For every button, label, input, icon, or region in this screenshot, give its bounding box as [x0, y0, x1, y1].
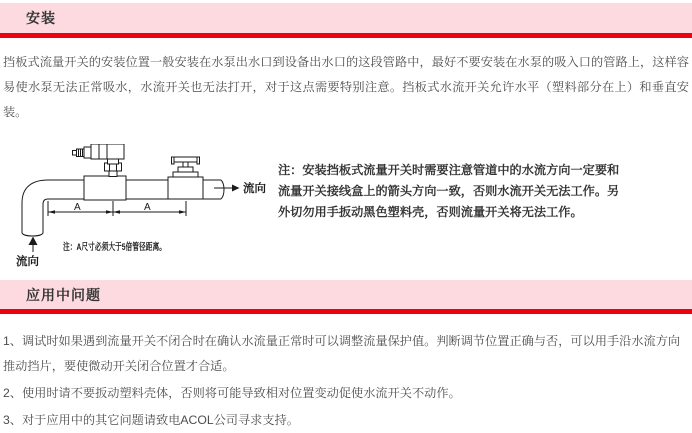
issue-item-1: 1、调试时如果遇到流量开关不闭合时在确认水流量正常时可以调整流量保护值。判断调节位置正确与否，可以用手沿水流方向推动挡片，要使微动开关闭合位置才合适。	[3, 334, 681, 373]
manual-page	[0, 3, 692, 430]
flow-arrow-right	[214, 185, 240, 192]
red-accent-bar-bottom	[0, 309, 692, 314]
valve-handle	[172, 157, 199, 162]
issues-list	[0, 329, 692, 433]
issue-item-3: 3、对于应用中的其它问题请致电ACOL公司寻求支持。	[3, 413, 299, 427]
issue-item-2: 2、使用时请不要扳动塑料壳体，否则将可能导致相对位置变动促使水流开关不动作。	[3, 386, 461, 400]
dimension-label-a2: A	[144, 202, 151, 213]
section-title-install: 安装	[26, 10, 56, 26]
installation-note-line3: 外切勿用手扳动黑色塑料壳，否则流量开关将无法工作。	[278, 205, 583, 219]
installation-note-line2: 流量开关接线盒上的箭头方向一致，否则水流开关无法工作。另	[278, 184, 620, 198]
pipe-installation-diagram	[0, 144, 280, 272]
section-title-issues: 应用中问题	[26, 286, 101, 303]
installation-note	[278, 160, 678, 223]
flow-switch-tee	[84, 176, 126, 200]
dimension-lines	[48, 201, 186, 216]
flow-switch-symbol	[73, 144, 125, 177]
pipe-end-cap	[221, 180, 224, 199]
cable-gland	[84, 147, 91, 158]
dimension-label-a1: A	[74, 202, 81, 213]
valve-symbol	[168, 157, 203, 199]
section-header-install	[0, 3, 692, 33]
flow-direction-label-bottom: 流向	[16, 256, 39, 268]
elbow-pipe	[22, 180, 48, 236]
flow-direction-label-right: 流向	[243, 183, 266, 195]
installation-note-line1: 注：安装挡板式流量开关时需要注意管道中的水流方向一定要和	[278, 163, 620, 177]
section-header-issues	[0, 280, 692, 309]
dimension-note: 注：A尺寸必须大于5倍管径距离。	[63, 242, 209, 253]
installation-diagram-area	[0, 144, 692, 272]
flow-arrow-bottom	[29, 237, 38, 253]
install-paragraph: 挡板式流量开关的安装位置一般安装在水泵出水口到设备出水口的这段管路中，最好不要安装在水泵的吸入口的管路上，这样容易使水泵无法正常吸水，水流开关也无法打开，对于这点需要特别注意。挡板式水流开关允许水平（塑料部分在上）和垂直安装。	[3, 55, 689, 119]
red-accent-bar-top	[0, 33, 692, 38]
